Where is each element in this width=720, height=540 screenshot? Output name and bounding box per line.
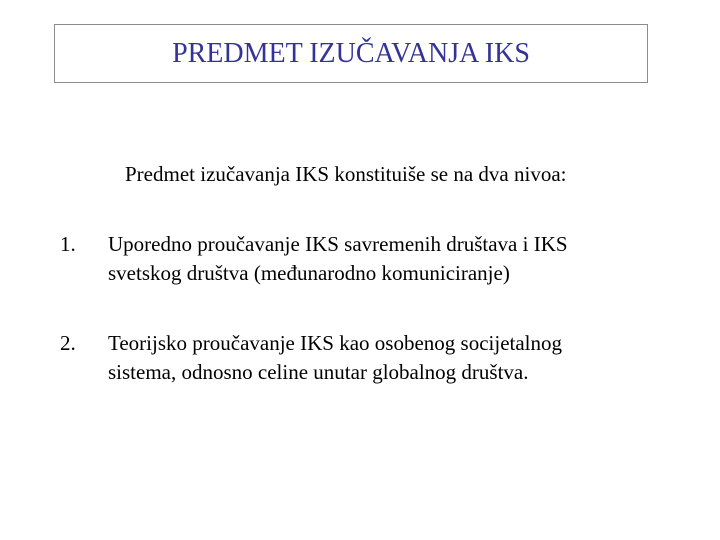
list-item-number: 1. — [60, 232, 76, 256]
intro-text: Predmet izučavanja IKS konstituiše se na dva nivoa: — [125, 162, 567, 186]
list-item-line: Teorijsko proučavanje IKS kao osobenog socijetalnog — [108, 331, 563, 355]
list-item-line: sistema, odnosno celine unutar globalnog društva. — [108, 360, 529, 384]
list-item-line: Uporedno proučavanje IKS savremenih društava i IKS — [108, 232, 568, 256]
list-item-line: svetskog društva (međunarodno komuniciranje) — [108, 261, 510, 285]
list-item-text — [108, 230, 670, 288]
title-box — [54, 24, 648, 83]
slide-title: PREDMET IZUČAVANJA IKS — [172, 37, 530, 69]
list-item-text — [108, 329, 670, 387]
list-item — [60, 230, 670, 288]
list-item — [60, 329, 670, 387]
list-item-number: 2. — [60, 331, 76, 355]
